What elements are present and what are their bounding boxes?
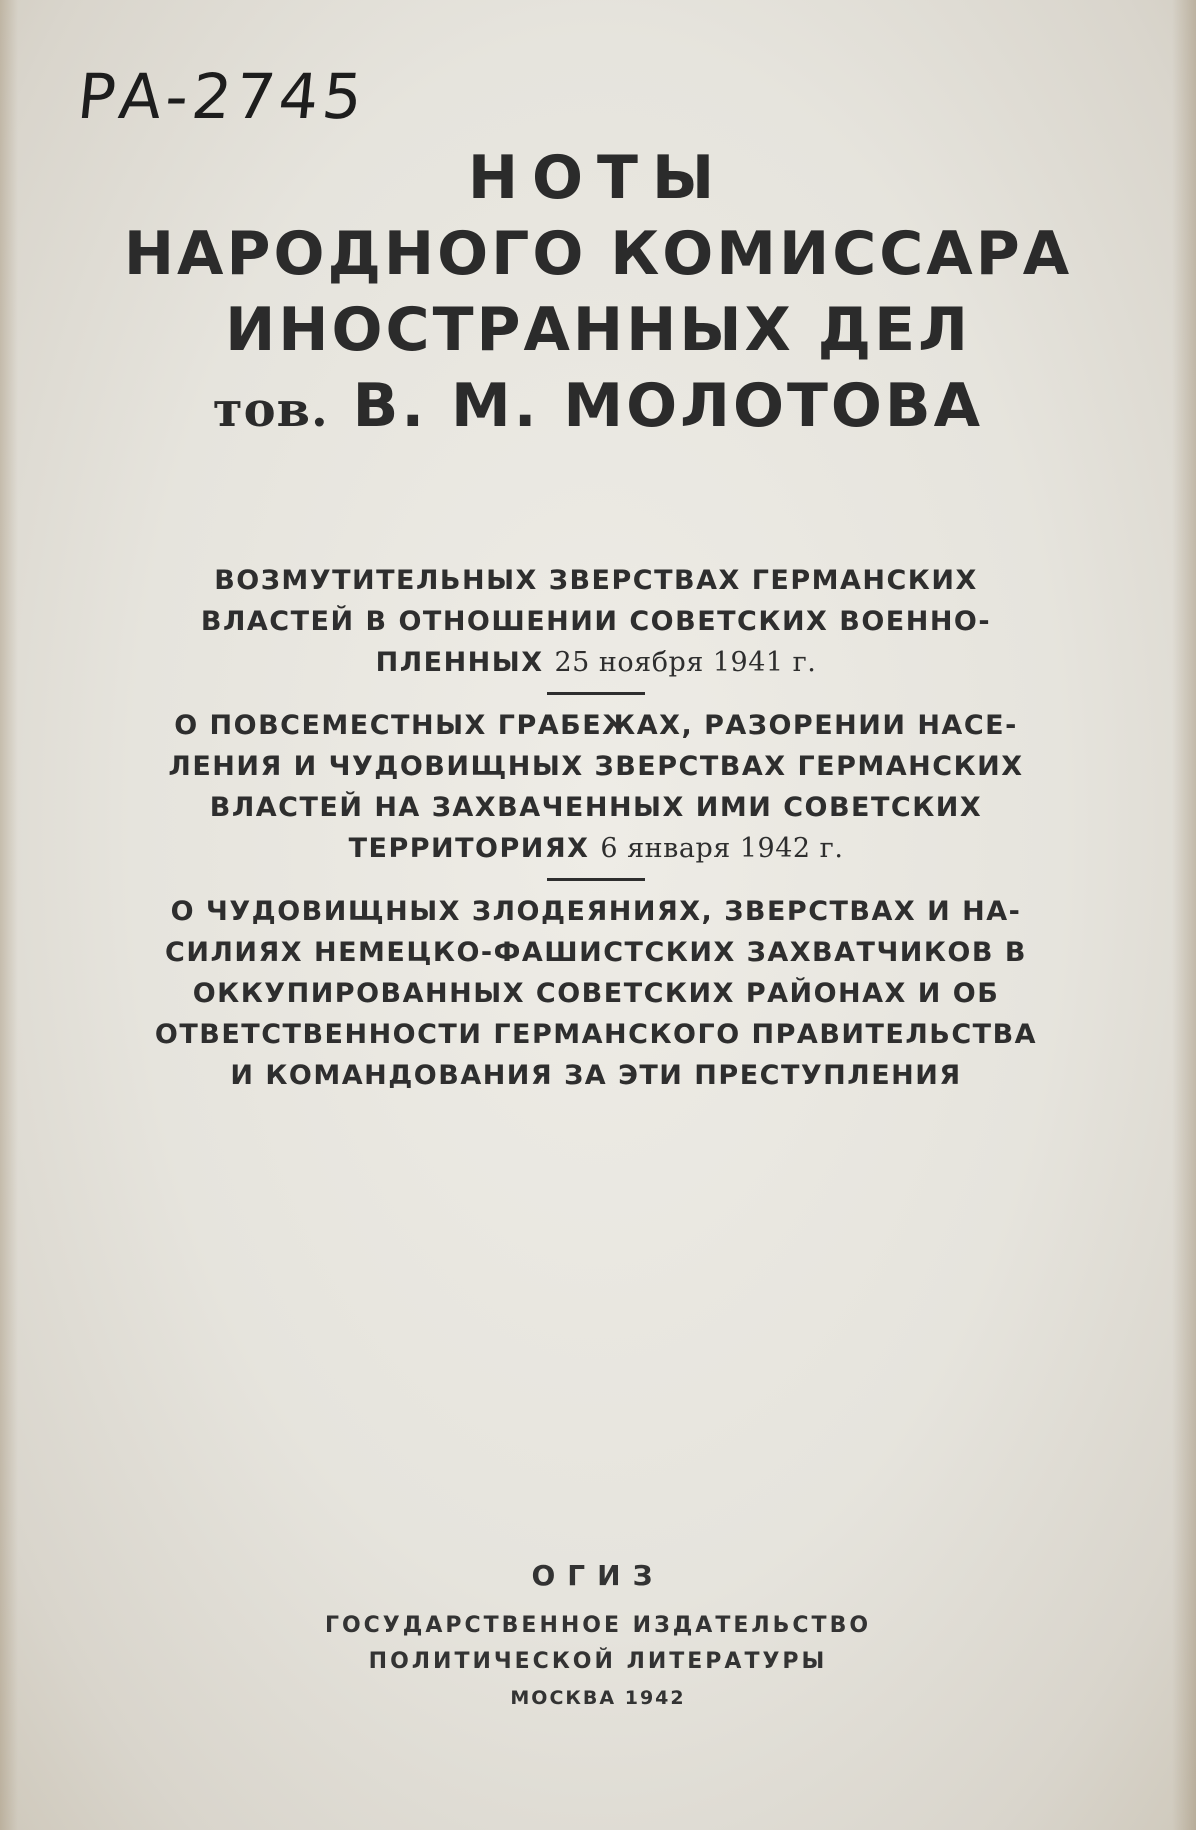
contents-line: СИЛИЯХ НЕМЕЦКО-ФАШИСТСКИХ ЗАХВАТЧИКОВ В xyxy=(165,937,1027,968)
publisher-city-year: МОСКВА 1942 xyxy=(510,1687,686,1709)
contents-line: И КОМАНДОВАНИЯ ЗА ЭТИ ПРЕСТУПЛЕНИЯ xyxy=(230,1060,962,1091)
title-line-2: НАРОДНОГО КОМИССАРА xyxy=(123,219,1073,289)
contents-line xyxy=(112,828,1080,869)
separator-rule xyxy=(547,692,645,695)
contents-item-2 xyxy=(112,705,1080,869)
title-line-1: НОТЫ xyxy=(467,143,729,213)
contents-line xyxy=(112,642,1080,683)
title-prefix: тов. xyxy=(212,382,329,438)
title-author-name: В. М. МОЛОТОВА xyxy=(352,371,984,441)
contents-line: О ЧУДОВИЩНЫХ ЗЛОДЕЯНИЯХ, ЗВЕРСТВАХ И НА- xyxy=(170,896,1022,927)
handwritten-call-number: РА-2745 xyxy=(74,60,370,133)
publisher-name-line-2: ПОЛИТИЧЕСКОЙ ЛИТЕРАТУРЫ xyxy=(368,1649,828,1674)
title-line-4 xyxy=(0,368,1196,448)
contents-line-text: ПЛЕННЫХ xyxy=(375,647,544,678)
cover-title xyxy=(0,140,1196,448)
contents-line: ВЛАСТЕЙ НА ЗАХВАЧЕННЫХ ИМИ СОВЕТСКИХ xyxy=(209,792,983,823)
contents-line: ЛЕНИЯ И ЧУДОВИЩНЫХ ЗВЕРСТВАХ ГЕРМАНСКИХ xyxy=(168,751,1024,782)
contents-item-1 xyxy=(112,560,1080,683)
title-line-3: ИНОСТРАННЫХ ДЕЛ xyxy=(225,295,971,365)
contents-line: ВОЗМУТИТЕЛЬНЫХ ЗВЕРСТВАХ ГЕРМАНСКИХ xyxy=(214,565,978,596)
contents-line: ОККУПИРОВАННЫХ СОВЕТСКИХ РАЙОНАХ И ОБ xyxy=(192,978,1000,1009)
contents-line-text: ТЕРРИТОРИЯХ xyxy=(348,833,590,864)
contents-date: 6 января 1942 г. xyxy=(600,833,844,864)
contents-line: ОТВЕТСТВЕННОСТИ ГЕРМАНСКОГО ПРАВИТЕЛЬСТВА xyxy=(154,1019,1038,1050)
contents-line: ВЛАСТЕЙ В ОТНОШЕНИИ СОВЕТСКИХ ВОЕННО- xyxy=(200,606,992,637)
publisher-block xyxy=(0,1556,1196,1716)
contents-date: 25 ноября 1941 г. xyxy=(554,647,817,678)
contents-line: О ПОВСЕМЕСТНЫХ ГРАБЕЖАХ, РАЗОРЕНИИ НАСЕ- xyxy=(174,710,1018,741)
publisher-abbr: ОГИЗ xyxy=(531,1559,665,1592)
separator-rule xyxy=(547,878,645,881)
contents-list xyxy=(112,560,1080,1096)
contents-item-3 xyxy=(112,891,1080,1096)
publisher-name-line-1: ГОСУДАРСТВЕННОЕ ИЗДАТЕЛЬСТВО xyxy=(324,1613,872,1638)
